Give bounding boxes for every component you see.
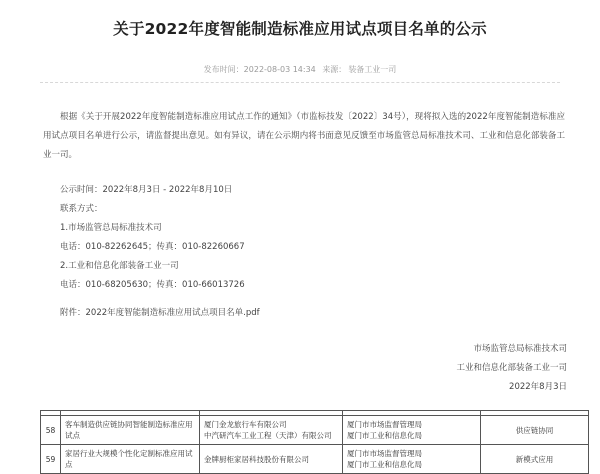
attachment-link[interactable]: 附件：2022年度智能制造标准应用试点项目名单.pdf [60, 308, 260, 318]
project-list-table [40, 410, 589, 474]
contact2-name: 2.工业和信息化部装备工业一司 [60, 261, 179, 271]
signature-date: 2022年8月3日 [509, 382, 567, 392]
authority-cell [343, 445, 481, 474]
contact1-phone: 电话：010-82262645；传真：010-82260667 [60, 242, 245, 252]
table-row [41, 416, 589, 445]
row-number: 59 [41, 445, 61, 474]
source-label: 来源： [322, 65, 347, 74]
company-name: 中汽研汽车工业工程（天津）有限公司 [204, 431, 332, 440]
source-link[interactable]: 装备工业一司 [348, 65, 397, 74]
signature-org1: 市场监管总局标准技术司 [473, 344, 567, 354]
company-name: 厦门金龙旅行车有限公司 [204, 420, 287, 429]
project-name: 家居行业大规模个性化定制标准应用试点 [61, 445, 200, 474]
signature-org2: 工业和信息化部装备工业一司 [456, 363, 567, 373]
project-name: 客车制造供应链协同智能制造标准应用试点 [61, 416, 200, 445]
pilot-type: 新模式应用 [481, 445, 589, 474]
intro-paragraph: 根据《关于开展2022年度智能制造标准应用试点工作的通知》（市监标技发〔2022〕34号），现将拟入选的2022年度智能制造标准应用试点项目名单进行公示，请监督提出意见。如有异议，请在公示期内将书面意见反馈至市场监管总局标准技术司、工业和信息化部装备工业一司。 [43, 112, 565, 160]
company-name: 金牌厨柜家居科技股份有限公司 [204, 454, 309, 464]
contact-heading: 联系方式： [60, 204, 103, 214]
authority-name: 厦门市工业和信息化局 [347, 431, 422, 440]
company-cell [200, 445, 343, 474]
header-divider [40, 82, 560, 83]
contact1-name: 1.市场监管总局标准技术司 [60, 223, 162, 233]
pilot-type: 供应链协同 [481, 416, 589, 445]
row-number: 58 [41, 416, 61, 445]
authority-name: 厦门市市场监督管理局 [347, 420, 422, 429]
authority-name: 厦门市工业和信息化局 [347, 460, 422, 469]
company-cell [200, 416, 343, 445]
publicity-period: 公示时间：2022年8月3日 - 2022年8月10日 [60, 185, 233, 195]
authority-name: 厦门市市场监督管理局 [347, 449, 422, 458]
publish-time: 发布时间：2022-08-03 14:34 [203, 65, 316, 74]
contact2-phone: 电话：010-68205630；传真：010-66013726 [60, 280, 245, 290]
notice-title: 关于2022年度智能制造标准应用试点项目名单的公示 [113, 20, 487, 38]
authority-cell [343, 416, 481, 445]
publish-meta [0, 64, 600, 75]
table-row [41, 445, 589, 474]
